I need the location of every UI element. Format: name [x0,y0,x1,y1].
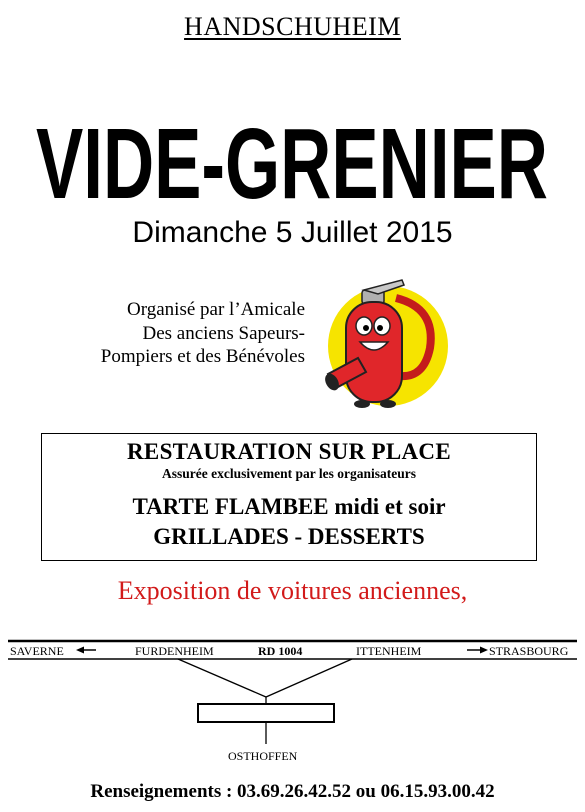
food-info-box [41,433,537,561]
map-label-ittenheim: ITTENHEIM [356,644,422,658]
food-menu-line-1: TARTE FLAMBEE midi et soir [132,494,446,519]
event-date: Dimanche 5 Juillet 2015 [132,216,453,249]
food-box-title: RESTAURATION SUR PLACE [127,439,451,464]
organizer-line-1: Organisé par l’Amicale [127,299,305,320]
organizer-line-2: Des anciens Sapeurs- [142,322,305,344]
arrow-right-icon [467,647,488,654]
map-label-osthoffen: OSTHOFFEN [228,749,298,763]
map-label-strasbourg: STRASBOURG [489,644,569,658]
food-menu-line-2: GRILLADES - DESSERTS [153,524,425,549]
access-map [0,630,585,770]
map-label-saverne: SAVERNE [10,644,64,658]
headline-text: VIDE-GRENIER [36,108,548,218]
exhibition-text: Exposition de voitures anciennes, [117,576,468,605]
food-box-subtitle: Assurée exclusivement par les organisateurs [162,466,416,481]
map-label-furdenheim: FURDENHEIM [135,644,214,658]
fire-extinguisher-mascot-icon [318,276,448,416]
arrow-left-icon [76,647,96,654]
contact-info: Renseignements : 03.69.26.42.52 ou 06.15.93.00.42 [90,781,495,802]
organizer-text [30,298,305,369]
headline [0,48,585,218]
map-label-road: RD 1004 [258,644,303,658]
town-title: HANDSCHUHEIM [184,12,401,41]
organizer-line-3: Pompiers et des Bénévoles [100,346,305,367]
